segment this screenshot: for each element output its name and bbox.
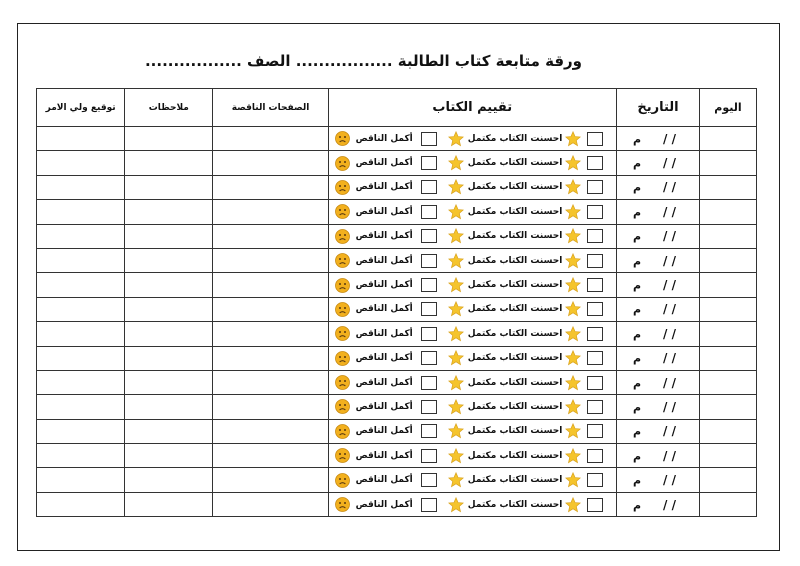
day-cell[interactable] [699, 248, 756, 272]
star-icon [448, 155, 464, 171]
sad-face-icon [335, 351, 350, 366]
header-missing-pages: الصفحات الناقصة [213, 89, 328, 127]
star-icon [448, 350, 464, 366]
table-row [37, 346, 757, 370]
date-unit: م [632, 449, 642, 463]
missing-pages-cell[interactable] [213, 224, 328, 248]
missing-pages-cell[interactable] [213, 419, 328, 443]
star-icon [448, 179, 464, 195]
date-unit: م [632, 303, 642, 317]
option-incomplete-label: أكمل الناقص [355, 401, 413, 412]
date-unit: م [632, 132, 642, 146]
good-checkbox[interactable] [587, 498, 603, 512]
date-slashes: / / [663, 473, 676, 488]
date-cell[interactable] [616, 322, 699, 346]
incomplete-checkbox[interactable] [421, 424, 437, 438]
star-icon [565, 253, 581, 269]
star-icon [565, 204, 581, 220]
guardian-signature-cell[interactable] [37, 395, 125, 419]
table-row [37, 248, 757, 272]
incomplete-checkbox[interactable] [421, 400, 437, 414]
good-checkbox[interactable] [587, 424, 603, 438]
worksheet-title: ورقة متابعة كتاب الطالبة ................. الصف ................. [144, 52, 582, 70]
option-good-label: احسنت الكتاب مكتمل [467, 182, 563, 193]
date-slashes: / / [663, 399, 676, 414]
date-slashes: / / [663, 156, 676, 171]
good-checkbox[interactable] [587, 156, 603, 170]
date-cell[interactable] [616, 248, 699, 272]
date-slashes: / / [663, 131, 676, 146]
notes-cell[interactable] [125, 370, 213, 394]
guardian-signature-cell[interactable] [37, 444, 125, 468]
sad-face-icon [335, 375, 350, 390]
day-cell[interactable] [699, 322, 756, 346]
date-cell[interactable] [616, 175, 699, 199]
option-incomplete-label: أكمل الناقص [355, 182, 413, 193]
incomplete-checkbox[interactable] [421, 156, 437, 170]
good-checkbox[interactable] [587, 327, 603, 341]
date-slashes: / / [663, 497, 676, 512]
option-incomplete-label: أكمل الناقص [355, 328, 413, 339]
good-checkbox[interactable] [587, 351, 603, 365]
star-icon [565, 277, 581, 293]
date-cell[interactable] [616, 468, 699, 492]
star-icon [565, 301, 581, 317]
table-row [37, 419, 757, 443]
option-incomplete-label: أكمل الناقص [355, 475, 413, 486]
date-cell[interactable] [616, 297, 699, 321]
option-good-label: احسنت الكتاب مكتمل [467, 280, 563, 291]
guardian-signature-cell[interactable] [37, 322, 125, 346]
sad-face-icon [335, 473, 350, 488]
date-slashes: / / [663, 204, 676, 219]
sad-face-icon [335, 253, 350, 268]
day-cell[interactable] [699, 419, 756, 443]
date-cell[interactable] [616, 346, 699, 370]
incomplete-checkbox[interactable] [421, 473, 437, 487]
option-good-label: احسنت الكتاب مكتمل [467, 158, 563, 169]
evaluation-cell [328, 151, 616, 175]
notes-cell[interactable] [125, 297, 213, 321]
evaluation-cell [328, 346, 616, 370]
good-checkbox[interactable] [587, 376, 603, 390]
table-row [37, 151, 757, 175]
sad-face-icon [335, 497, 350, 512]
date-cell[interactable] [616, 200, 699, 224]
option-good-label: احسنت الكتاب مكتمل [467, 231, 563, 242]
day-cell[interactable] [699, 444, 756, 468]
notes-cell[interactable] [125, 444, 213, 468]
sad-face-icon [335, 180, 350, 195]
missing-pages-cell[interactable] [213, 248, 328, 272]
option-incomplete-label: أكمل الناقص [355, 377, 413, 388]
table-row [37, 273, 757, 297]
table-row [37, 200, 757, 224]
option-good-label: احسنت الكتاب مكتمل [467, 255, 563, 266]
notes-cell[interactable] [125, 273, 213, 297]
day-cell[interactable] [699, 370, 756, 394]
evaluation-cell [328, 200, 616, 224]
evaluation-cell [328, 127, 616, 151]
option-good-label: احسنت الكتاب مكتمل [467, 206, 563, 217]
missing-pages-cell[interactable] [213, 127, 328, 151]
day-cell[interactable] [699, 200, 756, 224]
guardian-signature-cell[interactable] [37, 346, 125, 370]
date-cell[interactable] [616, 444, 699, 468]
table-row [37, 297, 757, 321]
good-checkbox[interactable] [587, 449, 603, 463]
notes-cell[interactable] [125, 151, 213, 175]
option-incomplete-label: أكمل الناقص [355, 255, 413, 266]
option-incomplete-label: أكمل الناقص [355, 231, 413, 242]
date-unit: م [632, 181, 642, 195]
day-cell[interactable] [699, 151, 756, 175]
evaluation-cell [328, 297, 616, 321]
notes-cell[interactable] [125, 200, 213, 224]
evaluation-cell [328, 419, 616, 443]
date-slashes: / / [663, 253, 676, 268]
sad-face-icon [335, 326, 350, 341]
guardian-signature-cell[interactable] [37, 370, 125, 394]
day-cell[interactable] [699, 346, 756, 370]
option-incomplete-label: أكمل الناقص [355, 450, 413, 461]
date-unit: م [632, 425, 642, 439]
date-unit: م [632, 254, 642, 268]
option-good-label: احسنت الكتاب مكتمل [467, 328, 563, 339]
incomplete-checkbox[interactable] [421, 302, 437, 316]
notes-cell[interactable] [125, 175, 213, 199]
option-good-label: احسنت الكتاب مكتمل [467, 304, 563, 315]
option-good-label: احسنت الكتاب مكتمل [467, 353, 563, 364]
date-cell[interactable] [616, 273, 699, 297]
evaluation-cell [328, 370, 616, 394]
day-cell[interactable] [699, 395, 756, 419]
option-good-label: احسنت الكتاب مكتمل [467, 499, 563, 510]
evaluation-cell [328, 322, 616, 346]
evaluation-cell [328, 444, 616, 468]
missing-pages-cell[interactable] [213, 395, 328, 419]
table-row [37, 492, 757, 516]
date-cell[interactable] [616, 127, 699, 151]
good-checkbox[interactable] [587, 229, 603, 243]
date-slashes: / / [663, 326, 676, 341]
incomplete-checkbox[interactable] [421, 376, 437, 390]
evaluation-cell [328, 395, 616, 419]
incomplete-checkbox[interactable] [421, 205, 437, 219]
date-cell[interactable] [616, 395, 699, 419]
incomplete-checkbox[interactable] [421, 132, 437, 146]
table-row [37, 322, 757, 346]
option-good-label: احسنت الكتاب مكتمل [467, 377, 563, 388]
star-icon [448, 375, 464, 391]
star-icon [448, 472, 464, 488]
notes-cell[interactable] [125, 419, 213, 443]
missing-pages-cell[interactable] [213, 175, 328, 199]
sad-face-icon [335, 278, 350, 293]
option-incomplete-label: أكمل الناقص [355, 499, 413, 510]
option-incomplete-label: أكمل الناقص [355, 158, 413, 169]
evaluation-cell [328, 248, 616, 272]
star-icon [565, 326, 581, 342]
missing-pages-cell[interactable] [213, 273, 328, 297]
date-slashes: / / [663, 375, 676, 390]
star-icon [565, 131, 581, 147]
sad-face-icon [335, 424, 350, 439]
sad-face-icon [335, 229, 350, 244]
option-incomplete-label: أكمل الناقص [355, 133, 413, 144]
star-icon [448, 301, 464, 317]
incomplete-checkbox[interactable] [421, 449, 437, 463]
table-row [37, 175, 757, 199]
date-cell[interactable] [616, 419, 699, 443]
missing-pages-cell[interactable] [213, 297, 328, 321]
missing-pages-cell[interactable] [213, 492, 328, 516]
sad-face-icon [335, 131, 350, 146]
date-slashes: / / [663, 351, 676, 366]
date-slashes: / / [663, 180, 676, 195]
incomplete-checkbox[interactable] [421, 229, 437, 243]
guardian-signature-cell[interactable] [37, 273, 125, 297]
star-icon [565, 423, 581, 439]
star-icon [565, 228, 581, 244]
date-cell[interactable] [616, 224, 699, 248]
star-icon [565, 497, 581, 513]
sad-face-icon [335, 448, 350, 463]
date-unit: م [632, 230, 642, 244]
star-icon [565, 399, 581, 415]
option-incomplete-label: أكمل الناقص [355, 280, 413, 291]
missing-pages-cell[interactable] [213, 322, 328, 346]
table-row [37, 224, 757, 248]
date-unit: م [632, 474, 642, 488]
day-cell[interactable] [699, 297, 756, 321]
incomplete-checkbox[interactable] [421, 180, 437, 194]
option-incomplete-label: أكمل الناقص [355, 206, 413, 217]
notes-cell[interactable] [125, 395, 213, 419]
option-good-label: احسنت الكتاب مكتمل [467, 426, 563, 437]
star-icon [448, 497, 464, 513]
star-icon [565, 472, 581, 488]
header-day: اليوم [699, 89, 756, 127]
notes-cell[interactable] [125, 322, 213, 346]
good-checkbox[interactable] [587, 132, 603, 146]
guardian-signature-cell[interactable] [37, 248, 125, 272]
star-icon [565, 448, 581, 464]
star-icon [448, 204, 464, 220]
table-row [37, 444, 757, 468]
good-checkbox[interactable] [587, 473, 603, 487]
star-icon [448, 448, 464, 464]
star-icon [448, 277, 464, 293]
table-row [37, 468, 757, 492]
missing-pages-cell[interactable] [213, 151, 328, 175]
option-good-label: احسنت الكتاب مكتمل [467, 450, 563, 461]
option-good-label: احسنت الكتاب مكتمل [467, 401, 563, 412]
table-row [37, 370, 757, 394]
good-checkbox[interactable] [587, 180, 603, 194]
sad-face-icon [335, 156, 350, 171]
incomplete-checkbox[interactable] [421, 278, 437, 292]
day-cell[interactable] [699, 175, 756, 199]
option-incomplete-label: أكمل الناقص [355, 426, 413, 437]
date-unit: م [632, 376, 642, 390]
date-slashes: / / [663, 278, 676, 293]
header-book-evaluation: تقييم الكتاب [328, 89, 616, 127]
evaluation-cell [328, 492, 616, 516]
day-cell[interactable] [699, 273, 756, 297]
star-icon [448, 423, 464, 439]
date-cell[interactable] [616, 370, 699, 394]
star-icon [565, 155, 581, 171]
guardian-signature-cell[interactable] [37, 200, 125, 224]
star-icon [565, 350, 581, 366]
evaluation-cell [328, 175, 616, 199]
missing-pages-cell[interactable] [213, 444, 328, 468]
option-good-label: احسنت الكتاب مكتمل [467, 133, 563, 144]
option-good-label: احسنت الكتاب مكتمل [467, 475, 563, 486]
date-slashes: / / [663, 229, 676, 244]
day-cell[interactable] [699, 492, 756, 516]
incomplete-checkbox[interactable] [421, 254, 437, 268]
star-icon [565, 375, 581, 391]
guardian-signature-cell[interactable] [37, 492, 125, 516]
date-unit: م [632, 352, 642, 366]
star-icon [448, 326, 464, 342]
evaluation-cell [328, 468, 616, 492]
header-notes: ملاحظات [125, 89, 213, 127]
notes-cell[interactable] [125, 248, 213, 272]
header-guardian-signature: توقيع ولي الامر [37, 89, 125, 127]
star-icon [448, 253, 464, 269]
day-cell[interactable] [699, 224, 756, 248]
date-unit: م [632, 498, 642, 512]
good-checkbox[interactable] [587, 400, 603, 414]
follow-up-table [36, 88, 757, 517]
sad-face-icon [335, 399, 350, 414]
missing-pages-cell[interactable] [213, 346, 328, 370]
good-checkbox[interactable] [587, 254, 603, 268]
notes-cell[interactable] [125, 224, 213, 248]
guardian-signature-cell[interactable] [37, 419, 125, 443]
star-icon [565, 179, 581, 195]
date-slashes: / / [663, 448, 676, 463]
day-cell[interactable] [699, 127, 756, 151]
date-unit: م [632, 157, 642, 171]
good-checkbox[interactable] [587, 278, 603, 292]
date-slashes: / / [663, 424, 676, 439]
star-icon [448, 399, 464, 415]
sad-face-icon [335, 302, 350, 317]
notes-cell[interactable] [125, 127, 213, 151]
option-incomplete-label: أكمل الناقص [355, 353, 413, 364]
date-unit: م [632, 205, 642, 219]
guardian-signature-cell[interactable] [37, 127, 125, 151]
star-icon [448, 131, 464, 147]
good-checkbox[interactable] [587, 302, 603, 316]
good-checkbox[interactable] [587, 205, 603, 219]
option-incomplete-label: أكمل الناقص [355, 304, 413, 315]
evaluation-cell [328, 273, 616, 297]
guardian-signature-cell[interactable] [37, 151, 125, 175]
guardian-signature-cell[interactable] [37, 175, 125, 199]
date-cell[interactable] [616, 492, 699, 516]
date-slashes: / / [663, 302, 676, 317]
header-date: التاريخ [616, 89, 699, 127]
notes-cell[interactable] [125, 492, 213, 516]
incomplete-checkbox[interactable] [421, 351, 437, 365]
missing-pages-cell[interactable] [213, 370, 328, 394]
table-row [37, 395, 757, 419]
notes-cell[interactable] [125, 346, 213, 370]
star-icon [448, 228, 464, 244]
date-unit: م [632, 279, 642, 293]
date-cell[interactable] [616, 151, 699, 175]
missing-pages-cell[interactable] [213, 468, 328, 492]
date-unit: م [632, 327, 642, 341]
date-unit: م [632, 400, 642, 414]
day-cell[interactable] [699, 468, 756, 492]
guardian-signature-cell[interactable] [37, 297, 125, 321]
evaluation-cell [328, 224, 616, 248]
guardian-signature-cell[interactable] [37, 224, 125, 248]
incomplete-checkbox[interactable] [421, 327, 437, 341]
incomplete-checkbox[interactable] [421, 498, 437, 512]
sad-face-icon [335, 204, 350, 219]
guardian-signature-cell[interactable] [37, 468, 125, 492]
table-row [37, 127, 757, 151]
header-row [37, 89, 757, 127]
missing-pages-cell[interactable] [213, 200, 328, 224]
notes-cell[interactable] [125, 468, 213, 492]
